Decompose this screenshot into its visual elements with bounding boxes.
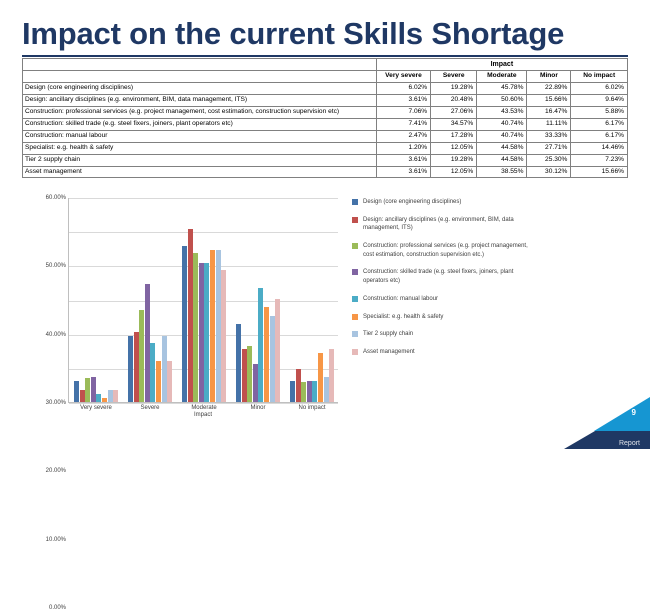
bar bbox=[290, 381, 295, 402]
legend-label: Construction: professional services (e.g. project management, cost estimation, construction supervision etc.) bbox=[363, 243, 528, 258]
bar bbox=[162, 336, 167, 402]
bar bbox=[258, 288, 263, 402]
cell-minor: 15.66% bbox=[527, 95, 571, 107]
legend-item bbox=[352, 348, 552, 357]
corner-triangle-light bbox=[594, 397, 650, 431]
bar bbox=[113, 390, 118, 402]
row-label: Tier 2 supply chain bbox=[23, 154, 377, 166]
legend-swatch bbox=[352, 314, 358, 320]
bar bbox=[216, 250, 221, 402]
table-row bbox=[23, 107, 628, 119]
bar bbox=[150, 343, 155, 402]
bar bbox=[145, 284, 150, 402]
cell-minor: 30.12% bbox=[527, 166, 571, 178]
bar bbox=[236, 324, 241, 402]
x-axis-tick-label: Very severe bbox=[80, 405, 112, 411]
legend-item bbox=[352, 268, 552, 285]
cell-no-impact: 6.17% bbox=[571, 130, 628, 142]
cell-moderate: 44.58% bbox=[477, 142, 527, 154]
cell-no-impact: 14.46% bbox=[571, 142, 628, 154]
cell-severe: 34.57% bbox=[431, 119, 477, 131]
bar bbox=[247, 346, 252, 402]
table-body bbox=[23, 83, 628, 178]
cell-severe: 19.28% bbox=[431, 154, 477, 166]
bar bbox=[102, 398, 107, 402]
bar bbox=[80, 390, 85, 402]
legend-label: Construction: manual labour bbox=[363, 295, 439, 302]
legend-swatch bbox=[352, 217, 358, 223]
bar bbox=[221, 270, 226, 402]
legend-label: Design: ancillary disciplines (e.g. environment, BIM, data management, ITS) bbox=[363, 216, 514, 232]
y-axis-tick-label: 20.00% bbox=[45, 468, 66, 475]
y-axis-tick-label: 30.00% bbox=[45, 400, 66, 406]
cell-severe: 12.05% bbox=[431, 166, 477, 178]
cell-no-impact: 6.02% bbox=[571, 83, 628, 95]
table-row bbox=[23, 95, 628, 107]
x-axis-tick-label: Severe bbox=[140, 405, 160, 411]
cell-moderate: 38.55% bbox=[477, 166, 527, 178]
bar bbox=[74, 381, 79, 402]
cell-minor: 33.33% bbox=[527, 130, 571, 142]
row-label: Specialist: e.g. health & safety bbox=[23, 142, 377, 154]
cell-moderate: 45.78% bbox=[477, 83, 527, 95]
bar bbox=[242, 349, 247, 403]
corner-label: Report bbox=[618, 440, 640, 447]
y-axis-tick-label: 60.00% bbox=[45, 195, 66, 201]
table-row bbox=[23, 154, 628, 166]
legend-swatch bbox=[352, 243, 358, 249]
bar bbox=[96, 394, 101, 402]
bar bbox=[307, 381, 312, 402]
table-row bbox=[23, 166, 628, 178]
impact-table-wrapper bbox=[22, 58, 628, 178]
x-axis-title: Impact bbox=[193, 412, 212, 418]
cell-minor: 27.71% bbox=[527, 142, 571, 154]
chart-plot-area bbox=[45, 195, 338, 611]
bar-group bbox=[231, 198, 285, 402]
legend-swatch bbox=[352, 269, 358, 275]
table-row bbox=[23, 83, 628, 95]
corner-decoration bbox=[534, 385, 650, 449]
column-header-moderate: Moderate bbox=[477, 71, 527, 83]
y-axis-tick-label: 40.00% bbox=[45, 331, 66, 338]
table-corner-cell bbox=[23, 59, 377, 71]
bar bbox=[318, 353, 323, 402]
table-header-group-row bbox=[23, 59, 628, 71]
bar bbox=[264, 307, 269, 402]
bar bbox=[329, 349, 334, 403]
y-axis-tick-label: 0.00% bbox=[48, 605, 66, 611]
bar bbox=[253, 364, 258, 402]
cell-very-severe: 7.06% bbox=[376, 107, 430, 119]
y-axis-tick-label: 50.00% bbox=[45, 263, 66, 270]
cell-moderate: 44.58% bbox=[477, 154, 527, 166]
column-header-no-impact: No impact bbox=[571, 71, 628, 83]
legend-swatch bbox=[352, 199, 358, 205]
cell-severe: 19.28% bbox=[431, 83, 477, 95]
table-group-header: Impact bbox=[376, 59, 627, 71]
cell-severe: 20.48% bbox=[431, 95, 477, 107]
table-row bbox=[23, 142, 628, 154]
bar bbox=[128, 336, 133, 402]
legend-swatch bbox=[352, 331, 358, 337]
legend-item bbox=[352, 198, 552, 207]
cell-very-severe: 3.61% bbox=[376, 95, 430, 107]
bar-chart bbox=[24, 190, 354, 611]
cell-minor: 25.30% bbox=[527, 154, 571, 166]
bar-group bbox=[69, 198, 123, 402]
bar bbox=[301, 382, 306, 402]
bar bbox=[324, 377, 329, 402]
bar bbox=[270, 316, 275, 402]
bar-group bbox=[123, 198, 177, 402]
bar bbox=[134, 332, 139, 402]
legend-item bbox=[352, 242, 552, 259]
cell-moderate: 50.60% bbox=[477, 95, 527, 107]
chart-legend bbox=[352, 198, 552, 366]
page-title: Impact on the current Skills Shortage bbox=[22, 16, 565, 51]
row-label: Construction: skilled trade (e.g. steel fixers, joiners, plant operators etc) bbox=[23, 119, 377, 131]
bar bbox=[275, 299, 280, 402]
row-label: Design: ancillary disciplines (e.g. environment, BIM, data management, ITS) bbox=[23, 95, 377, 107]
cell-very-severe: 1.20% bbox=[376, 142, 430, 154]
bar bbox=[188, 229, 193, 402]
page-number: 9 bbox=[631, 408, 636, 417]
table-head bbox=[23, 59, 628, 83]
cell-very-severe: 2.47% bbox=[376, 130, 430, 142]
table-corner-cell-2 bbox=[23, 71, 377, 83]
cell-very-severe: 6.02% bbox=[376, 83, 430, 95]
table-header-row bbox=[23, 71, 628, 83]
legend-label: Design (core engineering disciplines) bbox=[363, 199, 462, 205]
table-row bbox=[23, 119, 628, 131]
legend-swatch bbox=[352, 349, 358, 355]
row-label: Construction: manual labour bbox=[23, 130, 377, 142]
column-header-minor: Minor bbox=[527, 71, 571, 83]
column-header-severe: Severe bbox=[431, 71, 477, 83]
cell-no-impact: 15.66% bbox=[571, 166, 628, 178]
legend-item bbox=[352, 313, 552, 322]
cell-moderate: 40.74% bbox=[477, 119, 527, 131]
impact-table bbox=[22, 58, 628, 178]
y-axis-tick-label: 10.00% bbox=[45, 536, 66, 543]
cell-very-severe: 3.61% bbox=[376, 154, 430, 166]
title-divider bbox=[22, 55, 628, 57]
cell-severe: 12.05% bbox=[431, 142, 477, 154]
bar bbox=[85, 378, 90, 402]
cell-minor: 16.47% bbox=[527, 107, 571, 119]
x-axis-tick-label: Minor bbox=[250, 405, 266, 411]
cell-very-severe: 3.61% bbox=[376, 166, 430, 178]
legend-item bbox=[352, 330, 552, 339]
bar bbox=[182, 246, 187, 402]
legend-label: Asset management bbox=[363, 348, 415, 355]
bar bbox=[91, 377, 96, 402]
cell-no-impact: 7.23% bbox=[571, 154, 628, 166]
x-axis-tick-label: Moderate bbox=[191, 405, 217, 411]
legend-label: Tier 2 supply chain bbox=[363, 331, 414, 338]
x-axis-tick-label: No impact bbox=[298, 405, 326, 411]
legend-swatch bbox=[352, 296, 358, 302]
bar-group bbox=[285, 198, 339, 402]
cell-moderate: 43.53% bbox=[477, 107, 527, 119]
row-label: Design (core engineering disciplines) bbox=[23, 83, 377, 95]
table-row bbox=[23, 130, 628, 142]
row-label: Asset management bbox=[23, 166, 377, 178]
bar bbox=[204, 263, 209, 402]
cell-minor: 11.11% bbox=[527, 119, 571, 131]
bar-group bbox=[177, 198, 231, 402]
cell-no-impact: 5.88% bbox=[571, 107, 628, 119]
bar bbox=[312, 381, 317, 402]
cell-no-impact: 6.17% bbox=[571, 119, 628, 131]
cell-no-impact: 9.64% bbox=[571, 95, 628, 107]
cell-minor: 22.89% bbox=[527, 83, 571, 95]
legend-label: Specialist: e.g. health & safety bbox=[363, 313, 444, 320]
bar bbox=[108, 390, 113, 402]
bar bbox=[193, 253, 198, 402]
column-header-very-severe: Very severe bbox=[376, 71, 430, 83]
bar bbox=[210, 250, 215, 402]
legend-item bbox=[352, 295, 552, 304]
row-label: Construction: professional services (e.g. project management, cost estimation, construction supervision etc) bbox=[23, 107, 377, 119]
cell-moderate: 40.74% bbox=[477, 130, 527, 142]
bar bbox=[156, 361, 161, 402]
cell-severe: 27.06% bbox=[431, 107, 477, 119]
bar bbox=[167, 361, 172, 402]
legend-item bbox=[352, 216, 552, 233]
bar bbox=[296, 369, 301, 402]
bar bbox=[139, 310, 144, 402]
legend-label: Construction: skilled trade (e.g. steel fixers, joiners, plant operators etc) bbox=[363, 269, 514, 285]
bar bbox=[199, 263, 204, 402]
cell-severe: 17.28% bbox=[431, 130, 477, 142]
cell-very-severe: 7.41% bbox=[376, 119, 430, 131]
